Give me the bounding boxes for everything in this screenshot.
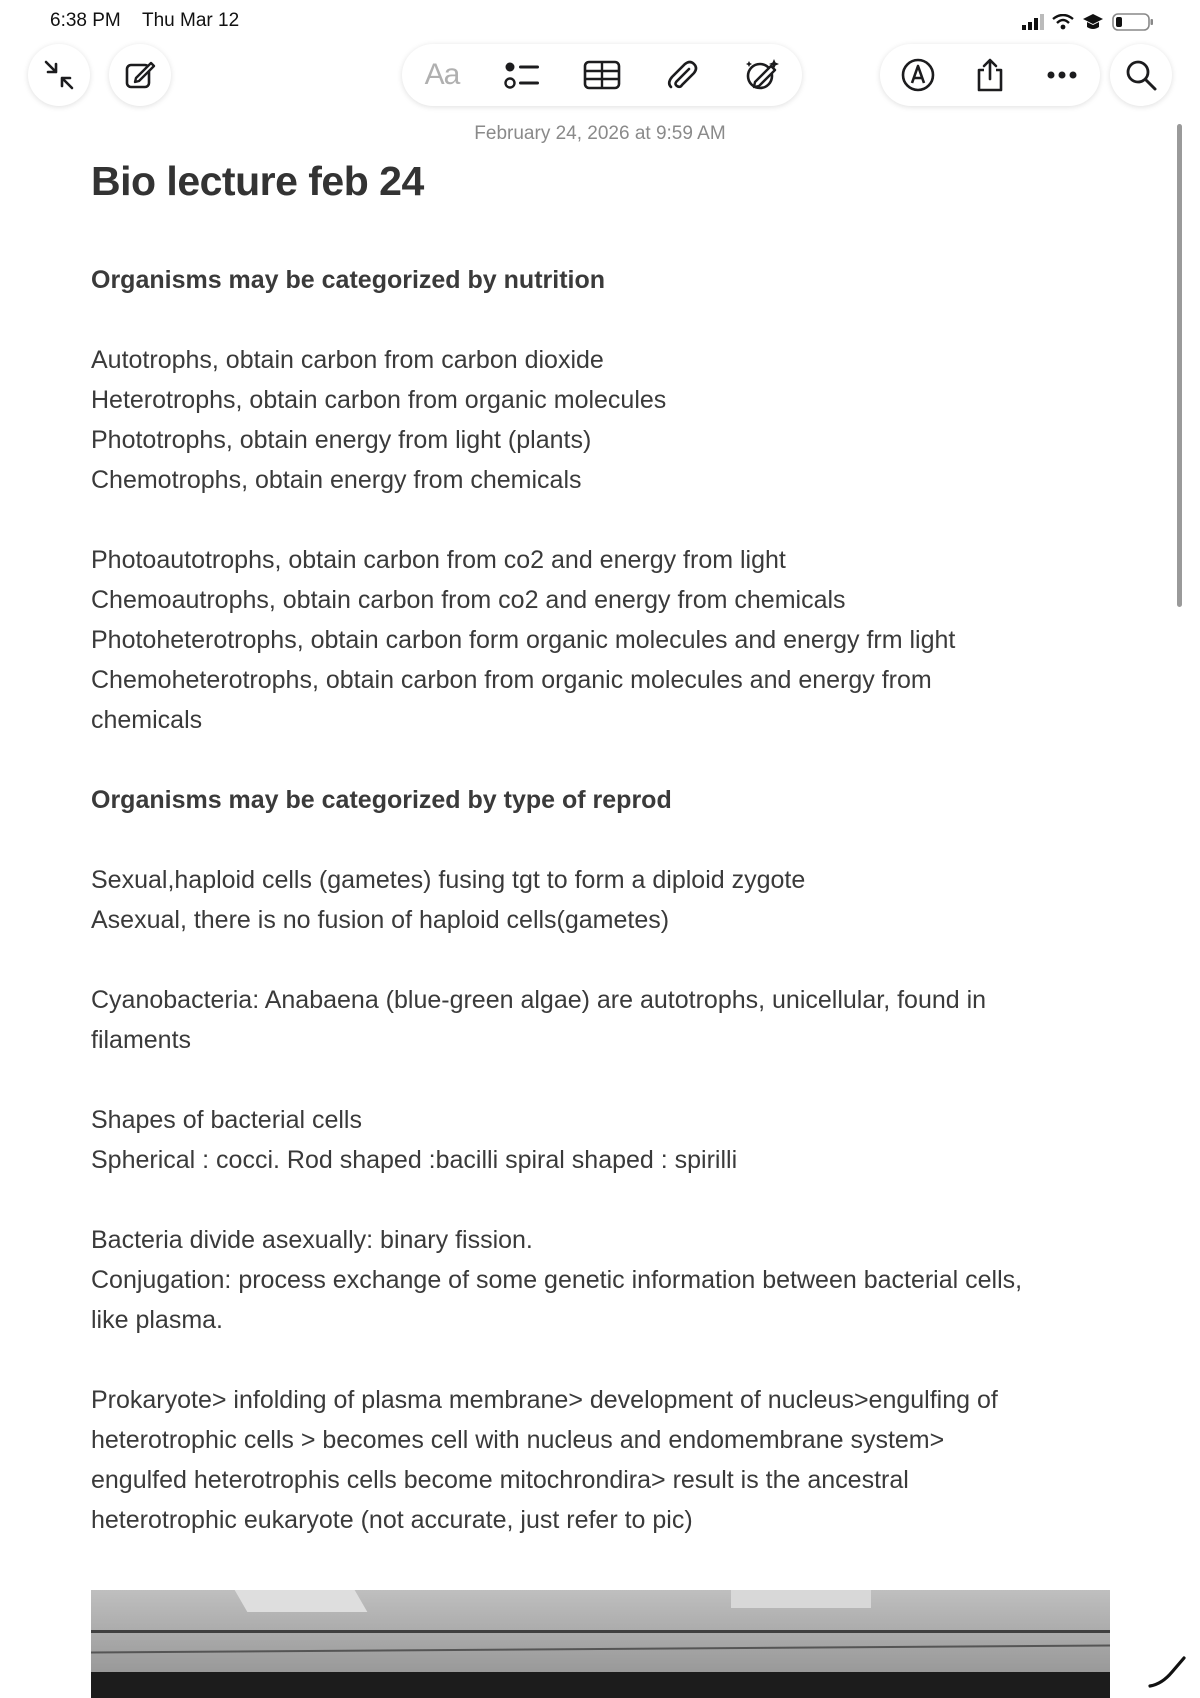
status-icons [1022,10,1154,34]
share-button[interactable] [954,44,1026,106]
attachment-button[interactable] [642,44,722,106]
projector-screen-rail [91,1630,1110,1633]
table-icon [583,60,621,90]
note-body[interactable] [91,260,1121,1580]
markup-button[interactable] [882,44,954,106]
pencil-sparkle-icon [743,57,781,93]
note-line: Cyanobacteria: Anabaena (blue-green algae) are autotrophs, unicellular, found in [91,986,987,1014]
note-line: filaments [91,1026,192,1054]
writing-tools-button[interactable] [722,44,802,106]
pencil-icon[interactable] [1146,1650,1190,1694]
more-button[interactable] [1026,44,1098,106]
status-date: Thu Mar 12 [142,10,240,31]
checklist-icon [504,59,540,91]
status-time: 6:38 PM [50,10,121,31]
note-paragraph[interactable] [91,260,1121,300]
actions-toolbar [880,44,1100,106]
scrollbar[interactable] [1177,124,1182,607]
note-line: like plasma. [91,1306,223,1334]
share-icon [974,57,1006,93]
note-line: Chemoautrophs, obtain carbon from co2 and energy from chemicals [91,586,846,614]
note-line: Photoheterotrophs, obtain carbon form organic molecules and energy frm light [91,626,956,654]
ceiling-light [731,1590,871,1608]
checklist-button[interactable] [482,44,562,106]
note-line: Conjugation: process exchange of some genetic information between bacterial cells, [91,1266,1023,1294]
battery-icon [1112,12,1154,32]
compose-button[interactable] [109,44,171,106]
collapse-icon [42,58,76,92]
markup-icon [900,57,936,93]
note-line: Heterotrophs, obtain carbon from organic molecules [91,386,667,414]
note-paragraph[interactable] [91,780,1121,820]
note-paragraph[interactable] [91,980,1121,1060]
note-heading: Organisms may be categorized by type of reprod [91,786,672,814]
note-paragraph[interactable] [91,1380,1121,1540]
search-button[interactable] [1110,44,1172,106]
text-format-button[interactable] [402,44,482,106]
note-line: Phototrophs, obtain energy from light (plants) [91,426,592,454]
note-line: engulfed heterotrophis cells become mitochrondira> result is the ancestral [91,1466,909,1494]
ceiling-light [235,1590,368,1612]
note-paragraph[interactable] [91,1220,1121,1340]
note-line: heterotrophic cells > becomes cell with nucleus and endomembrane system> [91,1426,945,1454]
note-line: Asexual, there is no fusion of haploid cells(gametes) [91,906,670,934]
note-line: Photoautotrophs, obtain carbon from co2 and energy from light [91,546,786,574]
text-format-label: Aa [424,58,460,91]
search-icon [1124,58,1158,92]
note-paragraph[interactable] [91,1100,1121,1180]
note-line: Autotrophs, obtain carbon from carbon dioxide [91,346,604,374]
note-line: Spherical : cocci. Rod shaped :bacilli spiral shaped : spirilli [91,1146,738,1174]
paperclip-icon [665,58,699,92]
table-button[interactable] [562,44,642,106]
note-line: Chemoheterotrophs, obtain carbon from organic molecules and energy from [91,666,932,694]
more-icon [1046,70,1078,80]
cellular-signal-icon [1022,14,1044,30]
note-title[interactable]: Bio lecture feb 24 [91,158,424,204]
lecture-photo[interactable] [91,1590,1110,1698]
note-line: Shapes of bacterial cells [91,1106,362,1134]
note-paragraph[interactable] [91,340,1121,500]
note-line: Prokaryote> infolding of plasma membrane> development of nucleus>engulfing of [91,1386,998,1414]
note-line: heterotrophic eukaryote (not accurate, just refer to pic) [91,1506,693,1534]
note-line: Bacteria divide asexually: binary fission. [91,1226,533,1254]
note-heading: Organisms may be categorized by nutrition [91,266,606,294]
note-paragraph[interactable] [91,860,1121,940]
note-date: February 24, 2026 at 9:59 AM [474,123,726,144]
graduation-cap-icon [1082,13,1104,31]
projector-screen [91,1672,1110,1698]
note-line: Chemotrophs, obtain energy from chemicals [91,466,582,494]
status-bar [0,0,1200,44]
note-line: Sexual,haploid cells (gametes) fusing tgt to form a diploid zygote [91,866,806,894]
format-toolbar [402,44,802,106]
projector-screen-rail [91,1644,1110,1653]
collapse-button[interactable] [28,44,90,106]
compose-icon [123,58,157,92]
note-line: chemicals [91,706,203,734]
wifi-icon [1052,14,1074,30]
note-paragraph[interactable] [91,540,1121,740]
